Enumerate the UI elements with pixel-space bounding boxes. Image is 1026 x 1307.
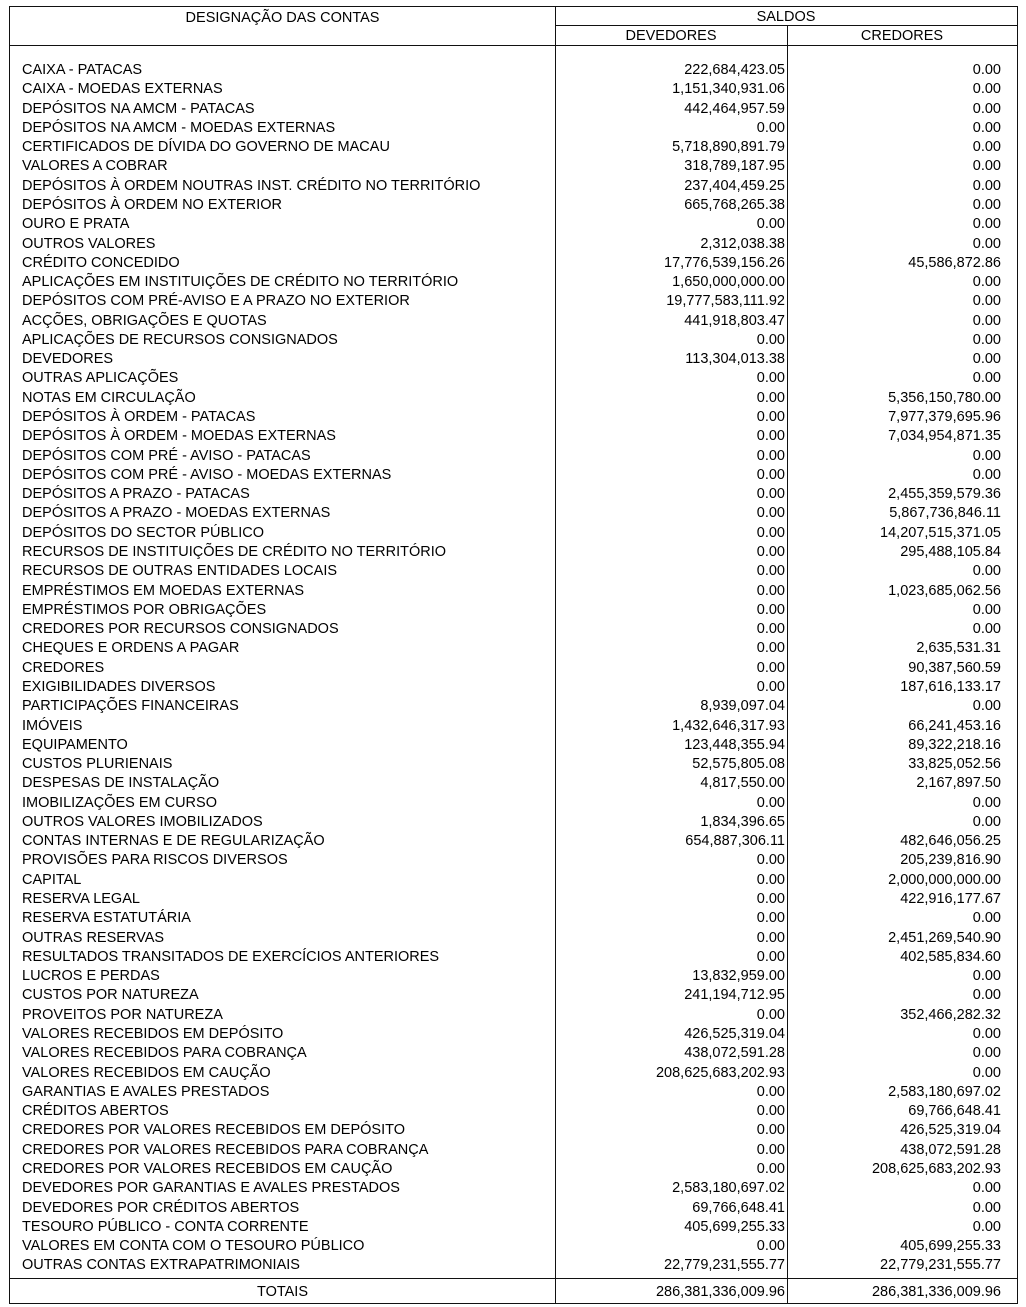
credit-value: 352,466,282.32 [900,1006,1001,1023]
debit-value: 441,918,803.47 [684,312,785,329]
debit-value: 665,768,265.38 [684,196,785,213]
table-row [10,61,1017,80]
credit-value: 5,356,150,780.00 [888,389,1001,406]
credit-value: 45,586,872.86 [908,254,1001,271]
table-row [10,1141,1017,1160]
table-row [10,1179,1017,1198]
account-name: VALORES EM CONTA COM O TESOURO PÚBLICO [22,1238,365,1255]
debit-value: 0.00 [756,1083,785,1100]
table-row [10,639,1017,658]
account-name: PROVEITOS POR NATUREZA [22,1006,223,1023]
debit-value: 0.00 [756,216,785,233]
credit-value: 0.00 [972,447,1001,464]
debit-value: 0.00 [756,331,785,348]
table-row [10,235,1017,254]
table-row [10,157,1017,176]
account-name: DEPÓSITOS À ORDEM - PATACAS [22,409,256,426]
account-name: RECURSOS DE INSTITUIÇÕES DE CRÉDITO NO TERRITÓRIO [22,544,447,560]
credit-value: 0.00 [972,563,1001,580]
credit-value: 0.00 [972,794,1001,811]
debit-value: 52,575,805.08 [692,756,785,773]
account-name: IMÓVEIS [22,717,83,734]
debit-value: 208,625,683,202.93 [655,1064,785,1081]
debit-value: 0.00 [756,486,785,503]
table-row [10,948,1017,967]
credit-value: 0.00 [972,274,1001,291]
credit-value: 0.00 [972,139,1001,156]
account-name: OUTRAS APLICAÇÕES [22,370,179,387]
credit-value: 0.00 [972,216,1001,233]
credit-value: 0.00 [972,331,1001,348]
credit-value: 0.00 [972,601,1001,618]
credit-value: 2,451,269,540.90 [888,929,1001,946]
account-name: CUSTOS POR NATUREZA [22,987,199,1004]
debit-value: 0.00 [756,428,785,445]
table-row [10,1160,1017,1179]
credit-value: 0.00 [972,1064,1001,1081]
account-name: CRÉDITOS ABERTOS [22,1103,169,1120]
debit-value: 0.00 [756,678,785,695]
account-name: APLICAÇÕES EM INSTITUIÇÕES DE CRÉDITO NO TERRITÓRIO [22,274,459,291]
credit-value: 0.00 [972,312,1001,329]
debit-value: 222,684,423.05 [684,62,785,78]
credit-value: 0.00 [972,196,1001,213]
account-name: TESOURO PÚBLICO - CONTA CORRENTE [22,1218,309,1235]
debit-value: 0.00 [756,409,785,426]
account-name: DEPÓSITOS COM PRÉ - AVISO - MOEDAS EXTERNAS [22,466,392,483]
account-name: RESERVA ESTATUTÁRIA [22,910,191,927]
account-name: CAIXA - PATACAS [22,62,143,78]
credit-value: 2,000,000,000.00 [888,871,1001,888]
debit-value: 0.00 [756,601,785,618]
debit-value: 0.00 [756,119,785,136]
debit-value: 22,779,231,555.77 [664,1257,785,1274]
debit-value: 0.00 [756,505,785,522]
table-row [10,119,1017,138]
table-row [10,832,1017,851]
table-row [10,717,1017,736]
table-row [10,312,1017,331]
debit-value: 318,789,187.95 [684,158,785,175]
table-row [10,196,1017,215]
debit-value: 0.00 [756,948,785,965]
account-name: DEPÓSITOS À ORDEM - MOEDAS EXTERNAS [22,428,336,445]
credit-value: 0.00 [972,910,1001,927]
credit-value: 0.00 [972,621,1001,638]
table-row [10,697,1017,716]
account-name: DEPÓSITOS À ORDEM NO EXTERIOR [22,196,282,213]
table-row [10,177,1017,196]
account-name: EMPRÉSTIMOS EM MOEDAS EXTERNAS [22,582,304,599]
credit-value: 187,616,133.17 [900,678,1001,695]
table-row [10,427,1017,446]
table-row [10,774,1017,793]
credit-value: 0.00 [972,119,1001,136]
debit-value: 654,887,306.11 [685,833,785,850]
table-row [10,582,1017,601]
totals-top-line [10,1278,1017,1279]
account-name: CRÉDITO CONCEDIDO [22,254,180,271]
debit-value: 0.00 [756,1141,785,1158]
table-row [10,929,1017,948]
account-name: EQUIPAMENTO [22,736,128,753]
table-row [10,678,1017,697]
totals-debit: 286,381,336,009.96 [655,1284,785,1300]
table-row [10,909,1017,928]
table-row [10,1237,1017,1256]
account-name: OURO E PRATA [22,216,130,233]
credit-value: 0.00 [972,177,1001,194]
totals-credit: 286,381,336,009.96 [871,1284,1001,1300]
account-name: VALORES RECEBIDOS PARA COBRANÇA [22,1045,307,1062]
credit-value: 7,977,379,695.96 [888,409,1001,426]
credit-value: 0.00 [972,62,1001,78]
debit-value: 13,832,959.00 [692,968,785,985]
table-row [10,890,1017,909]
account-name: CREDORES POR VALORES RECEBIDOS EM DEPÓSITO [22,1122,405,1139]
credit-value: 0.00 [972,1199,1001,1216]
account-name: CREDORES [22,659,105,676]
table-row [10,273,1017,292]
credit-value: 5,867,736,846.11 [889,505,1001,522]
table-row [10,1121,1017,1140]
table-row [10,562,1017,581]
account-name: EMPRÉSTIMOS POR OBRIGAÇÕES [22,601,267,618]
debit-value: 0.00 [756,524,785,541]
table-row [10,485,1017,504]
debit-value: 0.00 [756,871,785,888]
table-row [10,659,1017,678]
totals-label: TOTAIS [256,1284,309,1300]
table-row [10,1218,1017,1237]
debit-value: 0.00 [756,910,785,927]
header-bottom-line [10,45,1017,46]
credit-value: 0.00 [972,235,1001,252]
account-name: CREDORES POR VALORES RECEBIDOS EM CAUÇÃO [22,1160,393,1177]
table-row [10,620,1017,639]
table-row [10,369,1017,388]
credit-value: 0.00 [972,466,1001,483]
debit-value: 0.00 [756,659,785,676]
table-row [10,755,1017,774]
table-row [10,1083,1017,1102]
account-name: DEPÓSITOS DO SECTOR PÚBLICO [22,524,264,541]
debit-value: 438,072,591.28 [684,1045,785,1062]
debit-value: 405,699,255.33 [684,1218,785,1235]
debit-value: 19,777,583,111.92 [666,293,785,310]
debit-value: 0.00 [756,447,785,464]
header-credit: CREDORES [860,28,944,44]
table-row [10,736,1017,755]
credit-value: 295,488,105.84 [900,544,1001,560]
account-name: OUTROS VALORES [22,235,156,252]
credit-value: 0.00 [972,698,1001,715]
debit-value: 237,404,459.25 [684,177,785,194]
credit-value: 0.00 [972,100,1001,117]
debit-value: 2,583,180,697.02 [672,1180,785,1197]
credit-value: 208,625,683,202.93 [871,1160,1001,1177]
header-debit: DEVEDORES [625,28,717,44]
credit-value: 2,455,359,579.36 [888,486,1001,503]
debit-value: 4,817,550.00 [700,775,785,792]
table-row [10,601,1017,620]
account-name: CAPITAL [22,871,82,888]
account-name: PARTICIPAÇÕES FINANCEIRAS [22,698,239,715]
debit-value: 0.00 [756,1122,785,1139]
credit-value: 422,916,177.67 [900,891,1001,908]
account-name: OUTROS VALORES IMOBILIZADOS [22,813,263,830]
debit-value: 8,939,097.04 [700,698,785,715]
account-name: CAIXA - MOEDAS EXTERNAS [22,81,223,98]
account-name: VALORES RECEBIDOS EM DEPÓSITO [22,1026,284,1042]
account-name: RECURSOS DE OUTRAS ENTIDADES LOCAIS [22,563,338,580]
credit-value: 0.00 [972,1218,1001,1235]
credit-value: 66,241,453.16 [908,717,1001,734]
table-row [10,350,1017,369]
account-name: RESERVA LEGAL [22,891,140,908]
credit-value: 7,034,954,871.35 [888,428,1001,445]
table-row [10,408,1017,427]
debit-value: 1,432,646,317.93 [672,717,785,734]
table-row [10,1044,1017,1063]
table-row [10,447,1017,466]
debit-value: 0.00 [756,582,785,599]
account-name: OUTRAS RESERVAS [22,929,165,946]
debit-value: 0.00 [756,640,785,657]
table-row [10,254,1017,273]
table-row [10,80,1017,99]
account-name: DEPÓSITOS A PRAZO - MOEDAS EXTERNAS [22,505,331,522]
debit-value: 1,151,340,931.06 [672,81,785,98]
account-name: CONTAS INTERNAS E DE REGULARIZAÇÃO [22,833,325,850]
table-row [10,504,1017,523]
credit-value: 2,635,531.31 [916,640,1001,657]
table-row [10,138,1017,157]
credit-value: 482,646,056.25 [900,833,1001,850]
header-accounts: DESIGNAÇÃO DAS CONTAS [185,10,380,26]
credit-value: 0.00 [972,813,1001,830]
credit-value: 14,207,515,371.05 [880,524,1001,541]
debit-value: 241,194,712.95 [684,987,785,1004]
credit-value: 22,779,231,555.77 [880,1257,1001,1274]
account-name: DEPÓSITOS NA AMCM - MOEDAS EXTERNAS [22,119,336,136]
credit-value: 426,525,319.04 [900,1122,1001,1139]
table-row [10,524,1017,543]
debit-value: 0.00 [756,929,785,946]
table-row [10,466,1017,485]
credit-value: 0.00 [972,351,1001,368]
table-row [10,543,1017,562]
credit-value: 0.00 [972,158,1001,175]
account-name: DEPÓSITOS A PRAZO - PATACAS [22,486,250,503]
table-row [10,215,1017,234]
balance-table [9,6,1018,1304]
debit-value: 1,834,396.65 [700,813,785,830]
account-name: CREDORES POR VALORES RECEBIDOS PARA COBRANÇA [22,1141,429,1158]
debit-value: 0.00 [756,466,785,483]
account-name: DEVEDORES POR CRÉDITOS ABERTOS [22,1199,300,1216]
table-row [10,1102,1017,1121]
debit-value: 69,766,648.41 [692,1199,785,1216]
table-row [10,389,1017,408]
account-name: GARANTIAS E AVALES PRESTADOS [22,1083,270,1100]
table-row [10,986,1017,1005]
table-row [10,292,1017,311]
account-name: CUSTOS PLURIENAIS [22,756,173,773]
debit-value: 0.00 [756,852,785,869]
account-name: DESPESAS DE INSTALAÇÃO [22,775,220,792]
debit-value: 0.00 [756,1006,785,1023]
table-row [10,1256,1017,1275]
credit-value: 0.00 [972,81,1001,98]
account-name: PROVISÕES PARA RISCOS DIVERSOS [22,852,288,869]
debit-value: 5,718,890,891.79 [672,139,785,156]
account-name: EXIGIBILIDADES DIVERSOS [22,678,216,695]
header-balances: SALDOS [756,9,816,25]
credit-value: 438,072,591.28 [900,1141,1001,1158]
totals-row [10,1281,1017,1303]
table-row [10,871,1017,890]
credit-value: 2,167,897.50 [916,775,1001,792]
account-name: DEVEDORES POR GARANTIAS E AVALES PRESTADOS [22,1180,400,1197]
credit-value: 205,239,816.90 [900,852,1001,869]
account-name: DEVEDORES [22,351,114,368]
table-row [10,1064,1017,1083]
table-row [10,813,1017,832]
account-name: IMOBILIZAÇÕES EM CURSO [22,794,217,811]
account-name: CREDORES POR RECURSOS CONSIGNADOS [22,621,339,638]
credit-value: 0.00 [972,968,1001,985]
debit-value: 0.00 [756,891,785,908]
table-row [10,967,1017,986]
credit-value: 2,583,180,697.02 [888,1083,1001,1100]
debit-value: 1,650,000,000.00 [672,274,785,291]
debit-value: 0.00 [756,389,785,406]
account-name: DEPÓSITOS COM PRÉ - AVISO - PATACAS [22,447,311,464]
account-name: DEPÓSITOS À ORDEM NOUTRAS INST. CRÉDITO NO TERRITÓRIO [22,177,481,194]
account-name: ACÇÕES, OBRIGAÇÕES E QUOTAS [22,312,267,329]
credit-value: 1,023,685,062.56 [888,582,1001,599]
debit-value: 0.00 [756,1103,785,1120]
account-name: RESULTADOS TRANSITADOS DE EXERCÍCIOS ANTERIORES [22,948,440,965]
account-name: VALORES A COBRAR [22,158,168,175]
table-row [10,794,1017,813]
account-name: LUCROS E PERDAS [22,968,160,985]
credit-value: 0.00 [972,1045,1001,1062]
credit-value: 89,322,218.16 [908,736,1001,753]
account-name: NOTAS EM CIRCULAÇÃO [22,389,196,406]
table-row [10,100,1017,119]
account-name: CERTIFICADOS DE DÍVIDA DO GOVERNO DE MACAU [22,139,390,156]
account-name: DEPÓSITOS NA AMCM - PATACAS [22,100,255,117]
debit-value: 0.00 [756,544,785,560]
debit-value: 0.00 [756,370,785,387]
table-row [10,1025,1017,1044]
debit-value: 2,312,038.38 [700,235,785,252]
table-row [10,331,1017,350]
account-name: APLICAÇÕES DE RECURSOS CONSIGNADOS [22,331,338,348]
account-name: VALORES RECEBIDOS EM CAUÇÃO [22,1064,271,1081]
account-name: CHEQUES E ORDENS A PAGAR [22,640,240,657]
credit-value: 0.00 [972,370,1001,387]
debit-value: 442,464,957.59 [684,100,785,117]
credit-value: 405,699,255.33 [900,1238,1001,1255]
debit-value: 426,525,319.04 [684,1026,785,1042]
credit-value: 69,766,648.41 [908,1103,1001,1120]
credit-value: 33,825,052.56 [908,756,1001,773]
credit-value: 90,387,560.59 [908,659,1001,676]
credit-value: 0.00 [972,293,1001,310]
credit-value: 402,585,834.60 [900,948,1001,965]
debit-value: 0.00 [756,794,785,811]
account-name: OUTRAS CONTAS EXTRAPATRIMONIAIS [22,1257,300,1274]
debit-value: 17,776,539,156.26 [664,254,785,271]
debit-value: 113,304,013.38 [685,351,785,368]
table-row [10,851,1017,870]
table-row [10,1006,1017,1025]
table-row [10,1199,1017,1218]
account-name: DEPÓSITOS COM PRÉ-AVISO E A PRAZO NO EXTERIOR [22,293,410,310]
credit-value: 0.00 [972,1180,1001,1197]
credit-value: 0.00 [972,987,1001,1004]
debit-value: 0.00 [756,563,785,580]
debit-value: 0.00 [756,621,785,638]
debit-value: 0.00 [756,1160,785,1177]
credit-value: 0.00 [972,1026,1001,1042]
debit-value: 0.00 [756,1238,785,1255]
debit-value: 123,448,355.94 [684,736,785,753]
